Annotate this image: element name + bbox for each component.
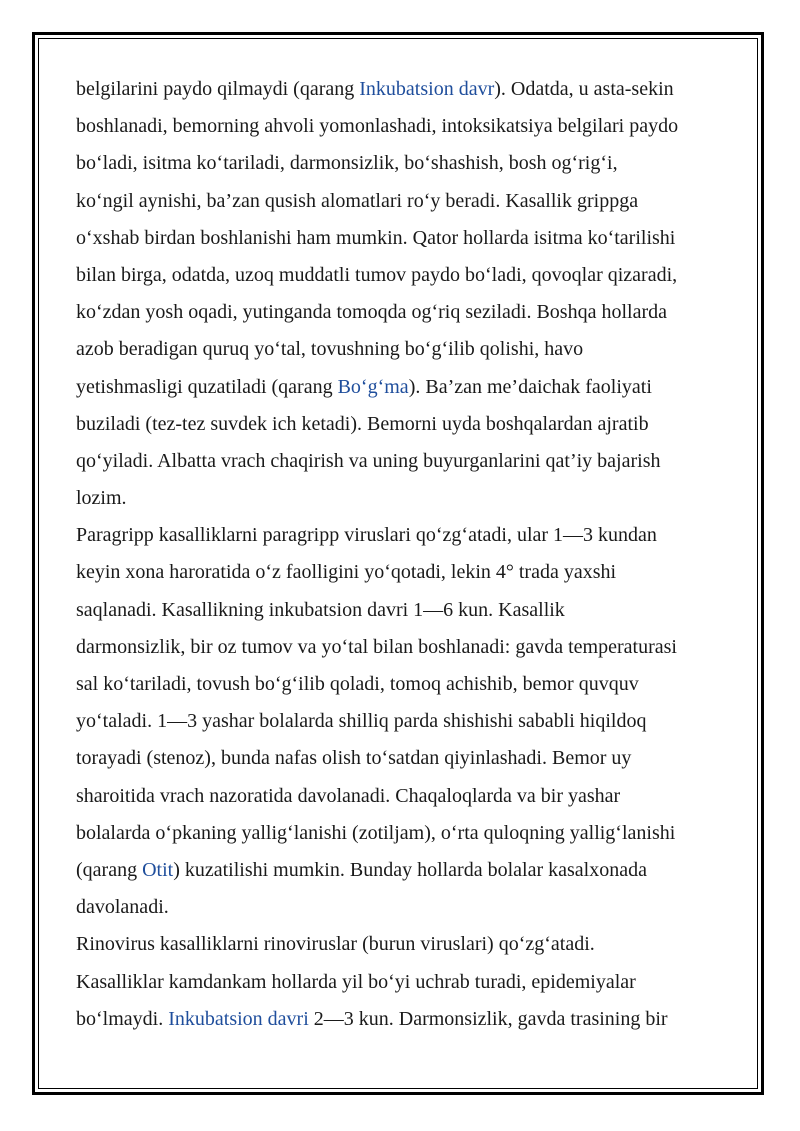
text-line xyxy=(76,964,736,1001)
link-otit[interactable]: Otit xyxy=(142,858,174,881)
text-line xyxy=(76,852,736,889)
text-segment: sal ko‘tariladi, tovush bo‘g‘ilib qoladi, tomoq achishib, bemor quvquv xyxy=(76,673,639,695)
text-segment: Kasalliklar kamdankam hollarda yil bo‘yi uchrab turadi, epidemiyalar xyxy=(76,970,636,993)
text-line xyxy=(76,220,736,257)
link-bogma[interactable]: Bo‘g‘ma xyxy=(337,375,409,398)
text-segment: ). Ba’zan me’daichak faoliyati xyxy=(408,375,652,398)
text-line xyxy=(76,778,736,815)
text-line xyxy=(76,369,736,406)
text-line xyxy=(76,517,736,554)
text-line xyxy=(76,926,736,963)
text-segment: lozim. xyxy=(76,487,127,510)
text-segment: belgilarini paydo qilmaydi (qarang xyxy=(76,78,360,100)
text-line xyxy=(76,703,736,740)
text-segment: bilan birga, odatda, uzoq muddatli tumov paydo bo‘ladi, qovoqlar qizaradi, xyxy=(76,263,678,286)
text-segment: ) kuzatilishi mumkin. Bunday hollarda bolalar kasalxonada xyxy=(173,858,647,881)
text-line xyxy=(76,889,736,926)
link-inkubatsion-davr-1[interactable]: Inkubatsion davr xyxy=(359,78,495,100)
text-segment: keyin xona haroratida o‘z faolligini yo‘qotadi, lekin 4° trada yaxshi xyxy=(76,561,617,584)
text-segment: ko‘zdan yosh oqadi, yutinganda tomoqda og‘riq seziladi. Boshqa hollarda xyxy=(76,301,667,324)
text-line xyxy=(76,71,736,108)
text-line xyxy=(76,294,736,331)
text-segment: davolanadi. xyxy=(76,896,169,919)
text-segment: torayadi (stenoz), bunda nafas olish to‘satdan qiyinlashadi. Bemor uy xyxy=(76,747,632,770)
text-line xyxy=(76,554,736,591)
text-line xyxy=(76,443,736,480)
text-line xyxy=(76,1001,736,1038)
text-line xyxy=(76,629,736,666)
text-segment: azob beradigan quruq yo‘tal, tovushning bo‘g‘ilib qolishi, havo xyxy=(76,338,584,361)
text-segment: yo‘taladi. 1—3 yashar bolalarda shilliq parda shishishi sababli hiqildoq xyxy=(76,710,647,733)
text-line xyxy=(76,406,736,443)
text-line xyxy=(76,815,736,852)
text-line xyxy=(76,666,736,703)
text-segment: darmonsizlik, bir oz tumov va yo‘tal bilan boshlanadi: gavda temperaturasi xyxy=(76,635,677,658)
text-line xyxy=(76,331,736,368)
text-segment: o‘xshab birdan boshlanishi ham mumkin. Qator hollarda isitma ko‘tarilishi xyxy=(76,226,676,249)
text-segment: 2—3 kun. Darmonsizlik, gavda trasining bir xyxy=(308,1007,668,1030)
link-inkubatsion-davri-2[interactable]: Inkubatsion davri xyxy=(168,1007,309,1030)
text-segment: saqlanadi. Kasallikning inkubatsion davri 1—6 kun. Kasallik xyxy=(76,598,565,621)
text-segment: (qarang xyxy=(76,858,143,881)
text-segment: ko‘ngil aynishi, ba’zan qusish alomatlari ro‘y beradi. Kasallik grippga xyxy=(76,189,639,212)
text-segment: ). Odatda, u asta-sekin xyxy=(494,78,674,100)
text-line xyxy=(76,257,736,294)
text-line xyxy=(76,740,736,777)
text-line xyxy=(76,480,736,517)
text-segment: yetishmasligi quzatiladi (qarang xyxy=(76,375,338,398)
text-segment: buziladi (tez-tez suvdek ich ketadi). Bemorni uyda boshqalardan ajratib xyxy=(76,412,649,435)
text-segment: Rinovirus kasalliklarni rinoviruslar (burun viruslari) qo‘zg‘atadi. xyxy=(76,933,595,956)
text-segment: boshlanadi, bemorning ahvoli yomonlashadi, intoksikatsiya belgilari paydo xyxy=(76,115,679,138)
text-segment: bolalarda o‘pkaning yallig‘lanishi (zotiljam), o‘rta quloqning yallig‘lanishi xyxy=(76,821,676,844)
text-segment: Paragripp kasalliklarni paragripp viruslari qo‘zg‘atadi, ular 1—3 kundan xyxy=(76,524,657,547)
text-segment: sharoitida vrach nazoratida davolanadi. Chaqaloqlarda va bir yashar xyxy=(76,784,621,807)
text-line xyxy=(76,592,736,629)
text-line xyxy=(76,183,736,220)
text-line xyxy=(76,108,736,145)
text-line xyxy=(76,145,736,182)
document-body xyxy=(76,71,736,1038)
text-segment: qo‘yiladi. Albatta vrach chaqirish va uning buyurganlarini qat’iy bajarish xyxy=(76,449,661,472)
text-segment: bo‘lmaydi. xyxy=(76,1007,169,1030)
text-segment: bo‘ladi, isitma ko‘tariladi, darmonsizlik, bo‘shashish, bosh og‘rig‘i, xyxy=(76,152,618,175)
